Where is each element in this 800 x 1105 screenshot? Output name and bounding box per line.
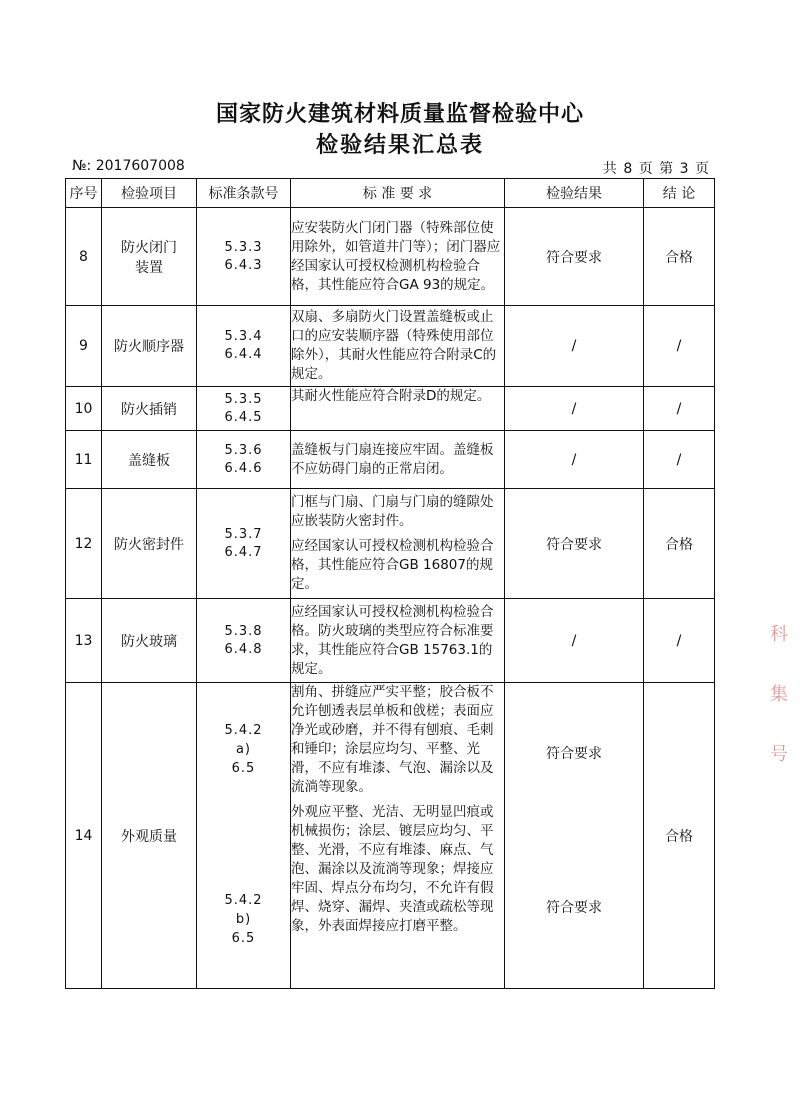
row-conclusion: 合格 <box>644 208 715 306</box>
table-row <box>66 431 715 489</box>
row-result: / <box>505 599 644 683</box>
row-conclusion: / <box>644 387 715 431</box>
row-clause: 5.3.4 6.4.4 <box>197 306 291 387</box>
row-conclusion: / <box>644 306 715 387</box>
row-conclusion: / <box>644 431 715 489</box>
row-requirement: 双扇、多扇防火门设置盖缝板或止口的应安装顺序器（特殊使用部位除外），其耐火性能应符合附录C的规定。 <box>291 306 505 387</box>
seal-stamp-edge: 科 集 号 <box>770 624 788 765</box>
row-no: 11 <box>66 431 102 489</box>
col-header-requirement: 标 准 要 求 <box>291 179 505 208</box>
table-row <box>66 387 715 431</box>
table-row <box>66 683 715 989</box>
row-no: 14 <box>66 683 102 989</box>
row-item: 防火密封件 <box>102 489 197 599</box>
row-no: 10 <box>66 387 102 431</box>
row-item: 外观质量 <box>102 683 197 989</box>
row-requirement: 应经国家认可授权检测机构检验合格。防火玻璃的类型应符合标准要求，其性能应符合GB 15763.1的规定。 <box>291 599 505 683</box>
row-result <box>505 683 644 989</box>
row-requirement: 盖缝板与门扇连接应牢固。盖缝板不应妨碍门扇的正常启闭。 <box>291 431 505 489</box>
row-conclusion: 合格 <box>644 683 715 989</box>
row-requirement: 割角、拼缝应严实平整；胶合板不允许刨透表层单板和戗槎；表面应净光或砂磨，并不得有刨痕、毛刺和锤印；涂层应均匀、平整、光滑，不应有堆漆、气泡、漏涂以及流淌等现象。 外观应平整、光洁、无明显凹痕或机械损伤；涂层、镀层应均匀、平整、光滑，不应有堆漆、麻点、气泡、漏涂以及流淌等现象；焊接应牢固、焊点分布均匀，不允许有假焊、烧穿、漏焊、夹渣或疏松等现象，外表面焊接应打磨平整。 <box>291 683 505 989</box>
row-clause <box>197 683 291 989</box>
row-result: 符合要求 <box>505 489 644 599</box>
row-item: 防火玻璃 <box>102 599 197 683</box>
row-clause: 5.3.7 6.4.7 <box>197 489 291 599</box>
row-conclusion: / <box>644 599 715 683</box>
row-result: / <box>505 306 644 387</box>
clause-group-b: 5.4.2 b) 6.5 <box>224 893 263 946</box>
row-clause: 5.3.5 6.4.5 <box>197 387 291 431</box>
row-item: 防火闭门装置 <box>102 208 197 306</box>
table-header-row <box>66 179 715 208</box>
report-title: 国家防火建筑材料质量监督检验中心 <box>215 102 584 127</box>
row-item: 防火顺序器 <box>102 306 197 387</box>
row-item: 防火插销 <box>102 387 197 431</box>
col-header-item: 检验项目 <box>102 179 197 208</box>
col-header-clause: 标准条款号 <box>197 179 291 208</box>
row-item: 盖缝板 <box>102 431 197 489</box>
row-result: 符合要求 <box>505 208 644 306</box>
document-number: №: 2017607008 <box>72 158 185 174</box>
clause-group-a: 5.4.2 a) 6.5 <box>224 723 263 776</box>
row-requirement: 门框与门扇、门扇与门扇的缝隙处应嵌装防火密封件。 应经国家认可授权检测机构检验合格，其性能应符合GB 16807的规定。 <box>291 489 505 599</box>
row-result: / <box>505 431 644 489</box>
col-header-no: 序号 <box>66 179 102 208</box>
row-no: 9 <box>66 306 102 387</box>
row-no: 13 <box>66 599 102 683</box>
page-indicator: 共 8 页 第 3 页 <box>602 161 710 177</box>
row-no: 8 <box>66 208 102 306</box>
row-result: / <box>505 387 644 431</box>
row-requirement: 应安装防火门闭门器（特殊部位使用除外，如管道井门等）；闭门器应经国家认可授权检测机构检验合格，其性能应符合GA 93的规定。 <box>291 208 505 306</box>
row-clause: 5.3.8 6.4.8 <box>197 599 291 683</box>
row-conclusion: 合格 <box>644 489 715 599</box>
row-no: 12 <box>66 489 102 599</box>
row-clause: 5.3.6 6.4.6 <box>197 431 291 489</box>
table-row <box>66 599 715 683</box>
col-header-result: 检验结果 <box>505 179 644 208</box>
row-clause: 5.3.3 6.4.3 <box>197 208 291 306</box>
row-requirement: 其耐火性能应符合附录D的规定。 <box>291 387 505 431</box>
table-row <box>66 306 715 387</box>
col-header-conclusion: 结 论 <box>644 179 715 208</box>
table-row <box>66 208 715 306</box>
result-a: 符合要求 <box>546 746 602 762</box>
table-row <box>66 489 715 599</box>
result-b: 符合要求 <box>546 900 602 916</box>
report-subtitle: 检验结果汇总表 <box>315 133 484 158</box>
results-table <box>65 178 715 989</box>
